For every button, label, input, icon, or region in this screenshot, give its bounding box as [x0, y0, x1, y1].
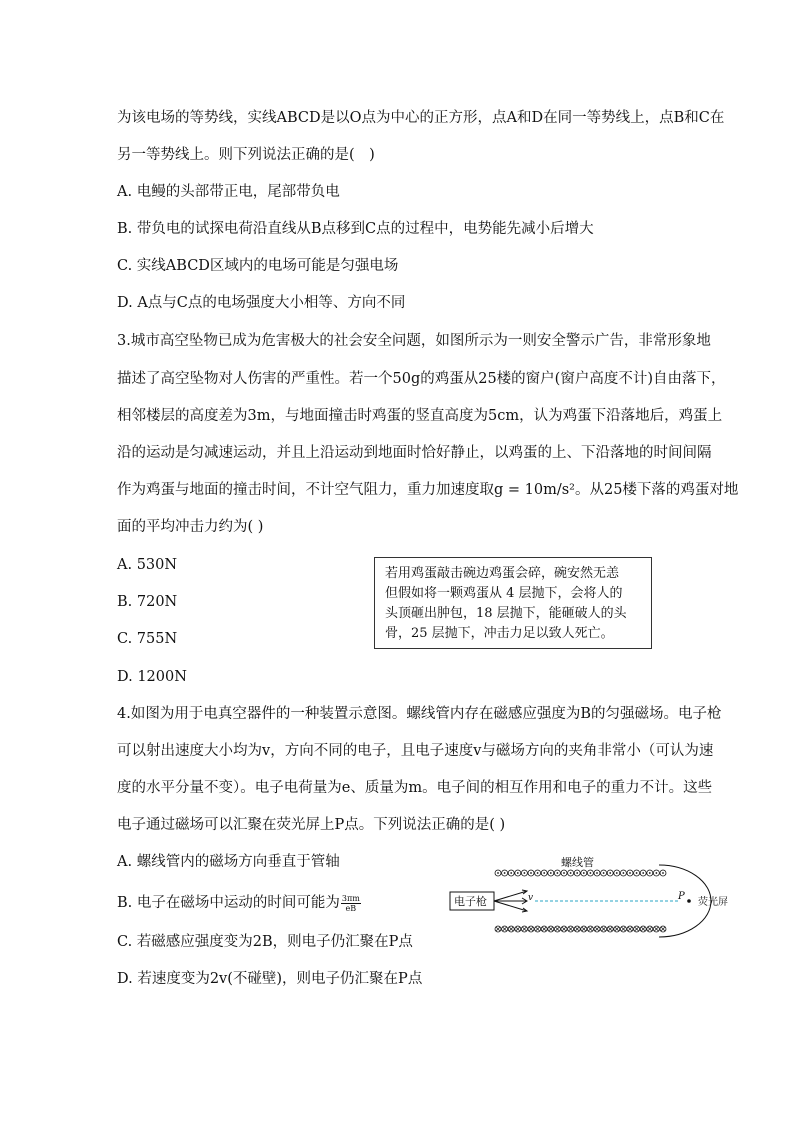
- solenoid-top-coils: [495, 870, 666, 876]
- coil-dot-mark: [510, 872, 512, 874]
- q4-option-c: C. 若磁感应强度变为2B，则电子仍汇聚在P点: [117, 934, 413, 950]
- electron-gun-label: 电子枪: [454, 895, 487, 908]
- q3-option-a: A. 530N: [117, 557, 178, 573]
- coil-dot-mark: [590, 872, 592, 874]
- notice-line-2: 但假如将一颗鸡蛋从 4 层抛下，会将人的: [385, 586, 623, 601]
- coil-dot-mark: [557, 872, 559, 874]
- q4-stem-line-4: 电子通过磁场可以汇聚在荧光屏上P点。下列说法正确的是( ): [117, 817, 506, 833]
- safety-notice-box: [374, 557, 652, 649]
- q4-option-a: A. 螺线管内的磁场方向垂直于管轴: [117, 854, 340, 870]
- coil-dot-mark: [517, 872, 519, 874]
- fraction-numerator: 3πm: [341, 893, 360, 903]
- coil-dot-mark: [603, 872, 605, 874]
- q3-stem-line-2: 描述了高空坠物对人伤害的严重性。若一个50g的鸡蛋从25楼的窗户(窗户高度不计)自由落下，: [117, 371, 726, 387]
- q4-stem-line-3: 度的水平分量不变）。电子电荷量为e、质量为m。电子间的相互作用和电子的重力不计。这些: [117, 780, 713, 796]
- q2-stem-line-1: 为该电场的等势线，实线ABCD是以O点为中心的正方形，点A和D在同一等势线上，点B和C在: [117, 110, 725, 126]
- q4-option-d: D. 若速度变为2v(不碰壁)，则电子仍汇聚在P点: [117, 971, 423, 987]
- coil-dot-mark: [563, 872, 565, 874]
- coil-dot-mark: [524, 872, 526, 874]
- coil-dot-mark: [636, 872, 638, 874]
- solenoid-bottom-coils: [495, 926, 666, 932]
- q3-stem-line-3: 相邻楼层的高度差为3m，与地面撞击时鸡蛋的竖直高度为5cm，认为鸡蛋下沿落地后，鸡蛋上: [117, 408, 723, 424]
- coil-dot-mark: [576, 872, 578, 874]
- q3-option-c: C. 755N: [117, 631, 178, 647]
- point-p-label: P: [678, 891, 685, 902]
- q3-option-b: B. 720N: [117, 594, 178, 610]
- coil-dot-mark: [550, 872, 552, 874]
- q3-stem-line-4: 沿的运动是匀减速运动，并且上沿运动到地面时恰好静止，以鸡蛋的上、下沿落地的时间间隔: [117, 445, 712, 461]
- screen-label: 荧光屏: [698, 897, 728, 908]
- q2-option-a: A. 电鳗的头部带正电，尾部带负电: [117, 184, 340, 200]
- q4-stem-line-1: 4.如图为用于电真空器件的一种装置示意图。螺线管内存在磁感应强度为B的匀强磁场。电子枪: [117, 706, 722, 722]
- q2-stem-line-2: 另一等势线上。则下列说法正确的是( ): [117, 147, 375, 163]
- coil-dot-mark: [583, 872, 585, 874]
- q2-option-d: D. A点与C点的电场强度大小相等、方向不同: [117, 295, 406, 311]
- q3-stem-line-1: 3.城市高空坠物已成为危害极大的社会安全问题，如图所示为一则安全警示广告，非常形象地: [117, 333, 711, 349]
- notice-line-4: 骨，25 层抛下，冲击力足以致人死亡。: [385, 626, 614, 641]
- velocity-arrows: [494, 890, 527, 912]
- fraction-denominator: eB: [345, 903, 357, 913]
- point-p: [687, 899, 691, 903]
- coil-dot-mark: [649, 872, 651, 874]
- q4-option-b: [117, 893, 361, 913]
- coil-dot-mark: [504, 872, 506, 874]
- coil-dot-mark: [616, 872, 618, 874]
- notice-line-3: 头顶砸出肿包，18 层抛下，能砸破人的头: [385, 606, 627, 621]
- coil-dot-mark: [609, 872, 611, 874]
- velocity-label: v: [528, 893, 534, 903]
- q2-option-c: C. 实线ABCD区域内的电场可能是匀强电场: [117, 258, 399, 274]
- coil-dot-mark: [662, 872, 664, 874]
- coil-dot-mark: [596, 872, 598, 874]
- q3-stem-line-6: 面的平均冲击力约为( ): [117, 519, 264, 535]
- q4-option-b-text: B. 电子在磁场中运动的时间可能为: [117, 895, 340, 911]
- coil-dot-mark: [623, 872, 625, 874]
- coil-dot-mark: [497, 872, 499, 874]
- coil-dot-mark: [543, 872, 545, 874]
- notice-line-1: 若用鸡蛋敲击碗边鸡蛋会碎，碗安然无恙: [385, 566, 620, 581]
- solenoid-figure: [445, 853, 775, 943]
- coil-dot-mark: [629, 872, 631, 874]
- coil-dot-mark: [656, 872, 658, 874]
- fraction: [341, 894, 361, 913]
- q3-stem-line-5: 作为鸡蛋与地面的撞击时间，不计空气阻力，重力加速度取g = 10m/s²。从25楼下落的鸡蛋对地: [117, 482, 739, 498]
- coil-dot-mark: [642, 872, 644, 874]
- q4-stem-line-2: 可以射出速度大小均为v，方向不同的电子，且电子速度v与磁场方向的夹角非常小（可认为速: [117, 743, 714, 759]
- q3-option-d: D. 1200N: [117, 669, 187, 685]
- coil-dot-mark: [530, 872, 532, 874]
- solenoid-label: 螺线管: [561, 856, 594, 869]
- coil-dot-mark: [537, 872, 539, 874]
- q2-option-b: B. 带负电的试探电荷沿直线从B点移到C点的过程中，电势能先减小后增大: [117, 221, 594, 237]
- coil-dot-mark: [570, 872, 572, 874]
